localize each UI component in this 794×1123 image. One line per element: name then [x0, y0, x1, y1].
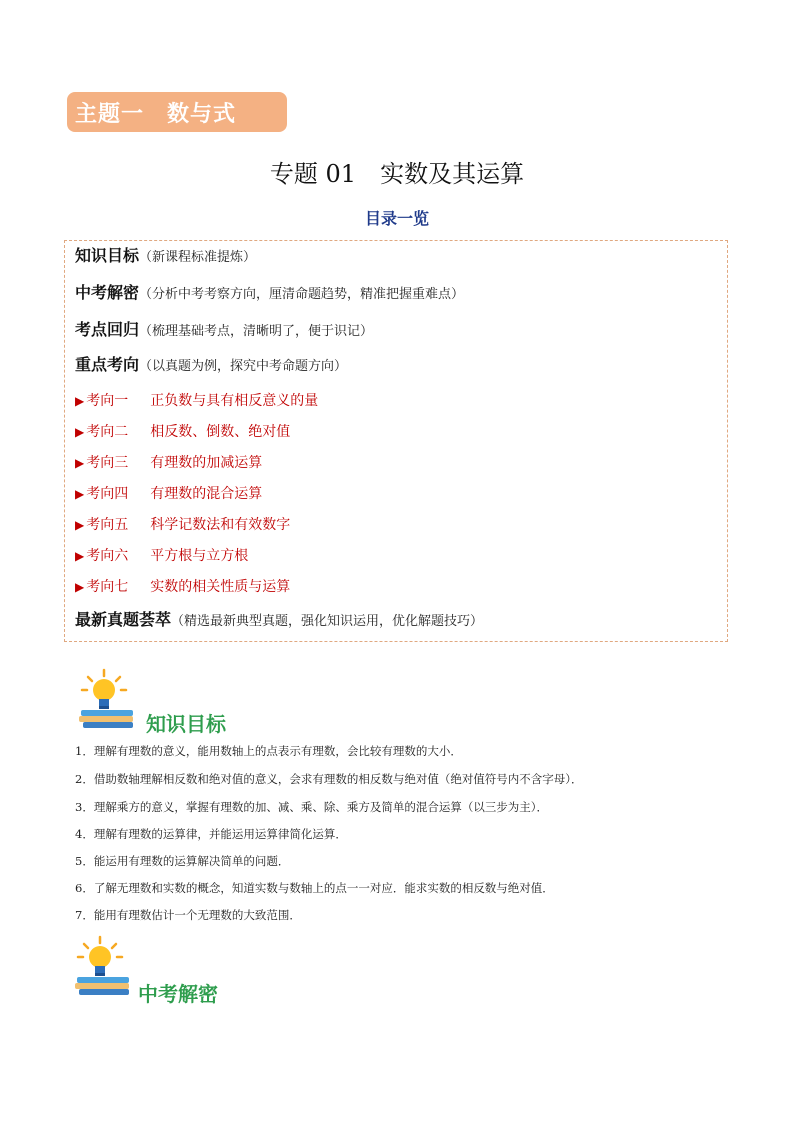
lightbulb-books-icon — [72, 935, 136, 999]
objective-item: 6．了解无理数和实数的概念，知道实数与数轴上的点一一对应．能求实数的相反数与绝对值． — [75, 881, 554, 895]
toc-item-label: 考点回归 — [75, 320, 140, 339]
toc-item-label: 最新真题荟萃 — [75, 610, 172, 629]
toc-sub-item-6[interactable] — [75, 545, 248, 565]
toc-item-note: （精选最新典型真题，强化知识运用，优化解题技巧） — [171, 614, 484, 629]
toc-item-label: 知识目标 — [75, 246, 140, 265]
objective-item: 5．能运用有理数的运算解决简单的问题． — [75, 854, 290, 868]
theme-banner-text: 主题一 数与式 — [75, 101, 237, 127]
triangle-right-icon: ▶ — [75, 425, 85, 439]
toc-sub-label: 考向七 — [86, 579, 129, 595]
toc-sub-item-4[interactable] — [75, 483, 262, 503]
toc-heading: 目录一览 — [364, 209, 429, 228]
toc-sub-text: 正负数与具有相反意义的量 — [150, 393, 319, 409]
toc-sub-text: 有理数的混合运算 — [150, 486, 263, 502]
toc-sub-item-1[interactable] — [75, 390, 318, 410]
toc-sub-item-5[interactable] — [75, 514, 290, 534]
objective-item: 1．理解有理数的意义，能用数轴上的点表示有理数，会比较有理数的大小． — [75, 744, 462, 758]
toc-sub-text: 实数的相关性质与运算 — [150, 579, 291, 595]
section-title-analysis: 中考解密 — [138, 982, 218, 1006]
toc-item-note: （梳理基础考点，清晰明了，便于识记） — [139, 324, 374, 339]
toc-sub-label: 考向五 — [86, 517, 129, 533]
objective-item: 7．能用有理数估计一个无理数的大致范围． — [75, 908, 301, 922]
toc-sub-text: 有理数的加减运算 — [150, 455, 263, 471]
toc-item-analysis[interactable] — [75, 280, 464, 303]
objective-item: 2．借助数轴理解相反数和绝对值的意义，会求有理数的相反数与绝对值（绝对值符号内不含字母）． — [75, 772, 583, 786]
toc-sub-label: 考向六 — [86, 548, 129, 564]
toc-box — [64, 240, 728, 642]
toc-item-label: 重点考向 — [75, 355, 140, 374]
toc-sub-text: 相反数、倒数、绝对值 — [150, 424, 291, 440]
toc-sub-item-3[interactable] — [75, 452, 262, 472]
triangle-right-icon: ▶ — [75, 580, 85, 594]
toc-item-note: （新课程标准提炼） — [139, 250, 257, 265]
triangle-right-icon: ▶ — [75, 456, 85, 470]
toc-item-review[interactable] — [75, 317, 373, 340]
toc-sub-item-2[interactable] — [75, 421, 290, 441]
toc-item-latest[interactable] — [75, 607, 483, 630]
objective-item: 3．理解乘方的意义，掌握有理数的加、减、乘、除、乘方及简单的混合运算（以三步为主）． — [75, 800, 549, 814]
toc-sub-text: 科学记数法和有效数字 — [150, 517, 291, 533]
toc-sub-label: 考向二 — [86, 424, 129, 440]
toc-item-label: 中考解密 — [75, 283, 140, 302]
toc-sub-item-7[interactable] — [75, 576, 290, 596]
objective-item: 4．理解有理数的运算律，并能运用运算律简化运算． — [75, 827, 347, 841]
triangle-right-icon: ▶ — [75, 487, 85, 501]
triangle-right-icon: ▶ — [75, 549, 85, 563]
toc-sub-label: 考向一 — [86, 393, 129, 409]
toc-item-note: （以真题为例，探究中考命题方向） — [139, 359, 348, 374]
toc-item-note: （分析中考考察方向，厘清命题趋势，精准把握重难点） — [139, 287, 465, 302]
lightbulb-books-icon — [76, 668, 140, 732]
triangle-right-icon: ▶ — [75, 394, 85, 408]
toc-sub-label: 考向三 — [86, 455, 129, 471]
toc-item-knowledge[interactable] — [75, 243, 256, 266]
toc-sub-label: 考向四 — [86, 486, 129, 502]
toc-item-focus[interactable] — [75, 352, 347, 375]
toc-sub-text: 平方根与立方根 — [150, 548, 249, 564]
theme-banner — [67, 92, 287, 132]
section-title-knowledge: 知识目标 — [146, 712, 226, 736]
document-title: 专题 01 实数及其运算 — [269, 160, 525, 188]
triangle-right-icon: ▶ — [75, 518, 85, 532]
